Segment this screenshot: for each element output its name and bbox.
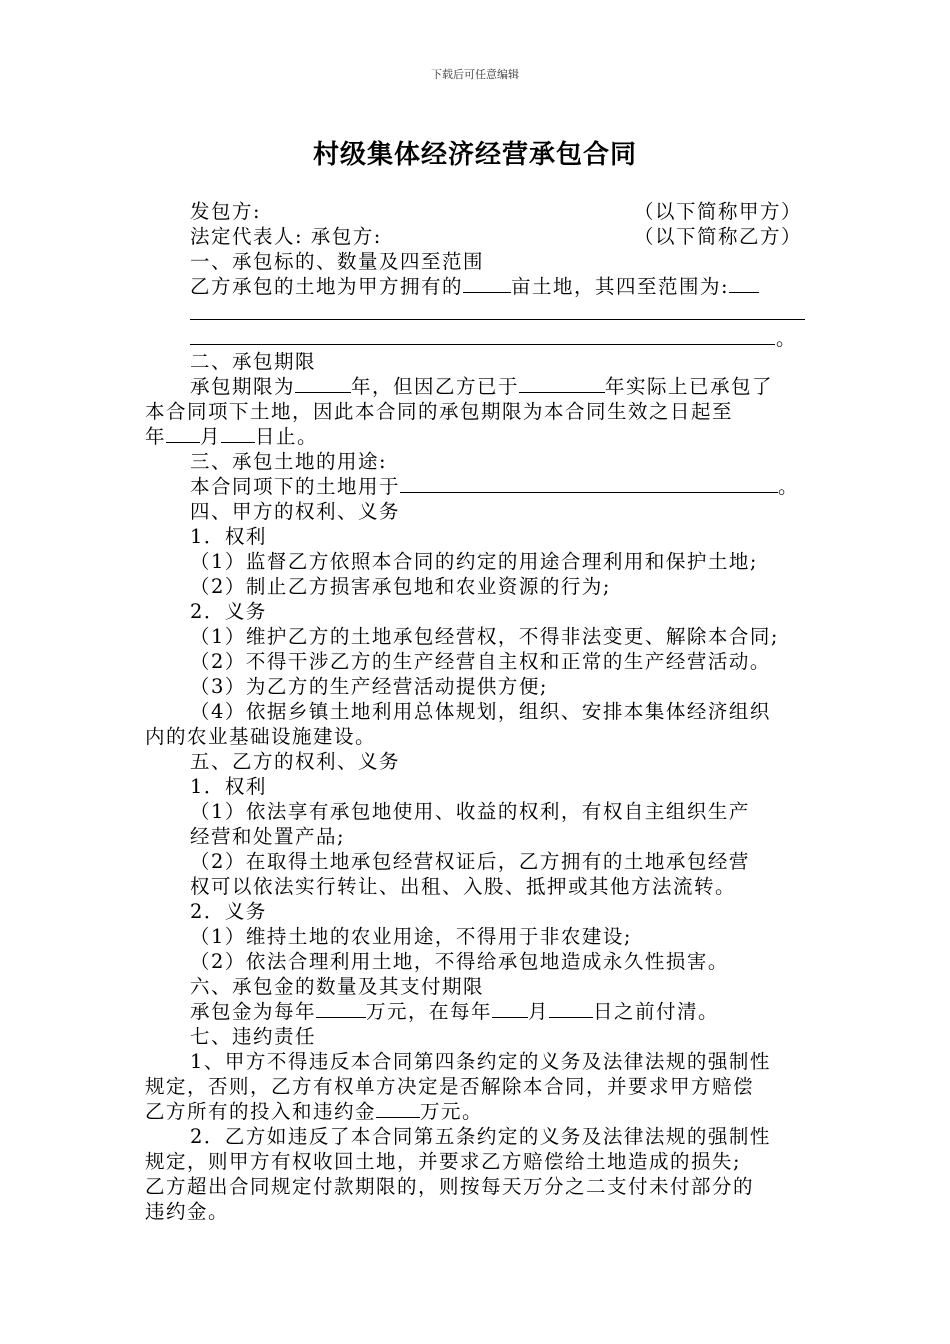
- s1-end-mark: 。: [776, 327, 798, 350]
- section-5-title: 五、乙方的权利、义务: [190, 750, 401, 773]
- header-note: 下载后可任意编辑: [431, 68, 519, 81]
- s4-right-2: （2）制止乙方损害承包地和农业资源的行为;: [190, 575, 611, 598]
- s5-right-2b: 权可以依法实行转让、出租、入股、抵押或其他方法流转。: [190, 875, 737, 898]
- start-year-blank: [519, 374, 605, 393]
- s4-duties-title: 2．义务: [190, 600, 267, 623]
- section-3-line: [190, 474, 799, 500]
- s7-text-d: 万元。: [420, 1100, 484, 1123]
- section-6-line: [190, 999, 719, 1025]
- pay-month-blank: [492, 999, 528, 1018]
- s5-right-2a: （2）在取得土地承包经营权证后，乙方拥有的土地承包经营: [190, 850, 750, 873]
- s4-duty-4a: （4）依据乡镇土地利用总体规划，组织、安排本集体经济组织: [190, 700, 771, 723]
- s6-text-d: 日之前付清。: [593, 1000, 720, 1023]
- section-2-line-2: 本合同项下土地，因此本合同的承包期限为本合同生效之日起至: [145, 400, 734, 423]
- s7-p2-line-4: 违约金。: [145, 1200, 230, 1223]
- boundary-line-2: [190, 344, 775, 345]
- party-a-note: （以下简称甲方）: [633, 200, 802, 223]
- section-1-line: [190, 274, 759, 300]
- end-month-blank: [166, 424, 200, 443]
- s7-p2-line-2: 规定，则甲方有权收回土地，并要求乙方赔偿给土地造成的损失;: [145, 1150, 742, 1173]
- section-1-title: 一、承包标的、数量及四至范围: [190, 250, 485, 273]
- s2-text-b: 年，但因乙方已于: [351, 375, 520, 398]
- s7-p2-line-1: 2．乙方如违反了本合同第五条约定的义务及法律法规的强制性: [190, 1125, 771, 1148]
- s5-right-1b: 经营和处置产品;: [190, 825, 346, 848]
- s5-rights-title: 1．权利: [190, 775, 267, 798]
- party-b-label: 法定代表人: 承包方:: [190, 225, 382, 248]
- s3-text-a: 本合同项下的土地用于: [190, 475, 401, 498]
- s2-text-c: 年实际上已承包了: [605, 375, 774, 398]
- s2-year: 年: [145, 425, 167, 448]
- s3-end: 。: [778, 475, 800, 498]
- s4-duty-3: （3）为乙方的生产经营活动提供方便;: [190, 675, 548, 698]
- section-3-title: 三、承包土地的用途:: [190, 450, 388, 473]
- s7-p1-line-3: [145, 1099, 483, 1125]
- section-2-line-3: [145, 424, 318, 450]
- section-4-title: 四、甲方的权利、义务: [190, 500, 401, 523]
- s7-p1-line-1: 1、甲方不得违反本合同第四条约定的义务及法律法规的强制性: [190, 1050, 771, 1073]
- s5-right-1a: （1）依法享有承包地使用、收益的权利，有权自主组织生产: [190, 800, 750, 823]
- s4-duty-4b: 内的农业基础设施建设。: [145, 725, 377, 748]
- end-day-blank: [221, 424, 255, 443]
- boundary-line-1: [190, 319, 805, 320]
- s2-text-a: 承包期限为: [190, 375, 296, 398]
- s1-text-b: 亩土地，其四至范围为:: [511, 275, 730, 298]
- s7-p1-line-2: 规定，否则，乙方有权单方决定是否解除本合同，并要求甲方赔偿: [145, 1075, 755, 1098]
- boundary-blank: [729, 274, 759, 293]
- s1-text-a: 乙方承包的土地为甲方拥有的: [190, 275, 464, 298]
- section-7-title: 七、违约责任: [190, 1025, 317, 1048]
- s6-text-c: 月: [528, 1000, 550, 1023]
- s2-day: 日止。: [255, 425, 319, 448]
- s4-right-1: （1）监督乙方依照本合同的约定的用途合理利用和保护土地;: [190, 550, 758, 573]
- land-use-blank: [400, 474, 778, 493]
- s6-text-b: 万元，在每年: [366, 1000, 493, 1023]
- s5-duties-title: 2．义务: [190, 900, 267, 923]
- party-a-label: 发包方:: [190, 200, 262, 223]
- party-b-note: （以下简称乙方）: [633, 225, 802, 248]
- fee-amount-blank: [316, 999, 366, 1018]
- s4-duty-2: （2）不得干涉乙方的生产经营自主权和正常的生产经营活动。: [190, 650, 771, 673]
- pay-day-blank: [549, 999, 593, 1018]
- s4-rights-title: 1．权利: [190, 525, 267, 548]
- s7-p2-line-3: 乙方超出合同规定付款期限的，则按每天万分之二支付未付部分的: [145, 1175, 755, 1198]
- s2-month: 月: [200, 425, 222, 448]
- s5-duty-1: （1）维持土地的农业用途，不得用于非农建设;: [190, 925, 632, 948]
- section-2-line-1: [190, 374, 773, 400]
- penalty-blank: [376, 1099, 420, 1118]
- s6-text-a: 承包金为每年: [190, 1000, 317, 1023]
- s4-duty-1: （1）维护乙方的土地承包经营权，不得非法变更、解除本合同;: [190, 625, 779, 648]
- contract-title: 村级集体经济经营承包合同: [312, 140, 637, 170]
- acreage-blank: [463, 274, 511, 293]
- section-2-title: 二、承包期限: [190, 350, 317, 373]
- section-6-title: 六、承包金的数量及其支付期限: [190, 975, 485, 998]
- term-years-blank: [295, 374, 351, 393]
- s5-duty-2: （2）依法合理利用土地，不得给承包地造成永久性损害。: [190, 950, 729, 973]
- s7-text-c: 乙方所有的投入和违约金: [145, 1100, 377, 1123]
